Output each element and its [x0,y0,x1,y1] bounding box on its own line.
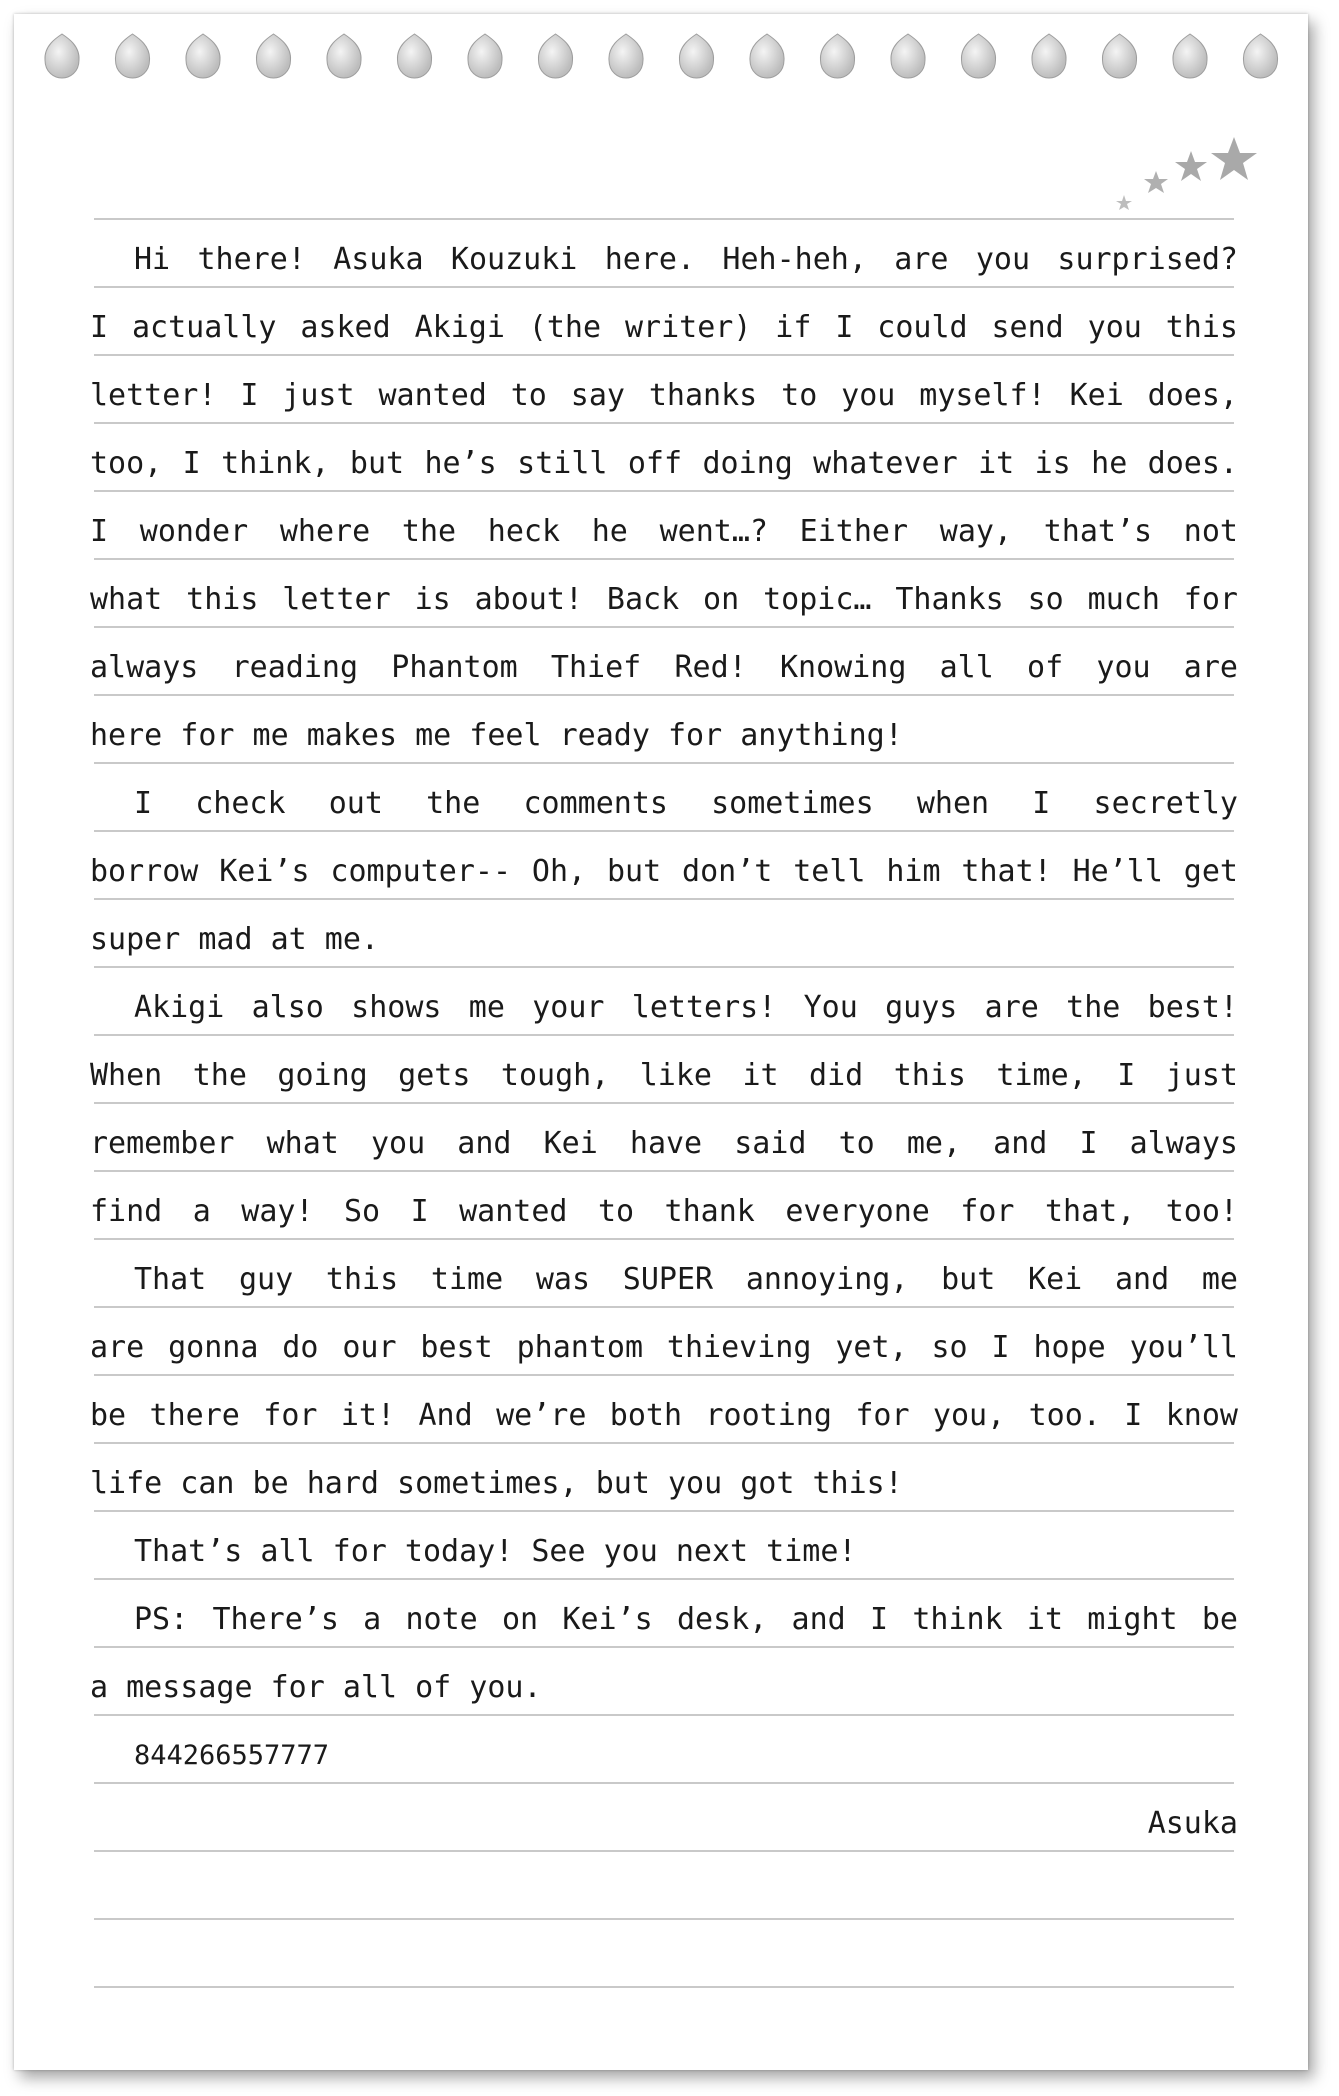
letter-line: are gonna do our best phantom thieving yet, so I hope you’ll [90,1330,1238,1365]
spiral-hole [115,34,149,78]
spiral-hole [679,34,713,78]
letter-line: always reading Phantom Thief Red! Knowing all of you are [90,650,1238,685]
letter-line: PS: There’s a note on Kei’s desk, and I think it might be [134,1602,1238,1637]
letter-line: Akigi also shows me your letters! You guys are the best! [134,990,1238,1025]
letter-line: I check out the comments sometimes when I secretly [134,786,1238,821]
spiral-hole [468,34,502,78]
notebook-page [14,14,1308,2070]
letter-line: life can be hard sometimes, but you got this! [90,1466,903,1501]
letter-line: what this letter is about! Back on topic… Thanks so much for [90,582,1238,617]
signature: Asuka [1147,1806,1238,1841]
spiral-hole [538,34,572,78]
torn-spiral-holes [14,14,1308,104]
letter-line: That guy this time was SUPER annoying, but Kei and me [134,1262,1238,1297]
spiral-hole [750,34,784,78]
spiral-hole [1102,34,1136,78]
letter-line: too, I think, but he’s still off doing whatever it is he does. [90,446,1238,481]
star-decoration-icon [1094,129,1274,239]
spiral-hole [186,34,220,78]
letter-line: super mad at me. [90,922,379,957]
spiral-hole [891,34,925,78]
spiral-hole [256,34,290,78]
letter-line: borrow Kei’s computer-- Oh, but don’t tell him that! He’ll get [90,854,1238,889]
spiral-hole [1032,34,1066,78]
letter-line: letter! I just wanted to say thanks to you myself! Kei does, [90,378,1238,413]
letter-line: That’s all for today! See you next time! [134,1534,857,1569]
letter-line: remember what you and Kei have said to me, and I always [90,1126,1238,1161]
spiral-hole [1173,34,1207,78]
letter-line: I actually asked Akigi (the writer) if I could send you this [90,310,1238,345]
letter-line: Hi there! Asuka Kouzuki here. Heh-heh, are you surprised? [134,242,1238,277]
spiral-hole [45,34,79,78]
spiral-hole [397,34,431,78]
spiral-hole [961,34,995,78]
letter-line: be there for it! And we’re both rooting for you, too. I know [90,1398,1238,1433]
letter-line: here for me makes me feel ready for anything! [90,718,903,753]
letter-line: a message for all of you. [90,1670,542,1705]
spiral-hole [609,34,643,78]
secret-code: 844266557777 [134,1740,330,1771]
spiral-hole [820,34,854,78]
spiral-hole [1243,34,1277,78]
spiral-hole [327,34,361,78]
letter-line: find a way! So I wanted to thank everyone for that, too! [90,1194,1238,1229]
letter-line: When the going gets tough, like it did this time, I just [90,1058,1238,1093]
letter-line: I wonder where the heck he went…? Either way, that’s not [90,514,1238,549]
